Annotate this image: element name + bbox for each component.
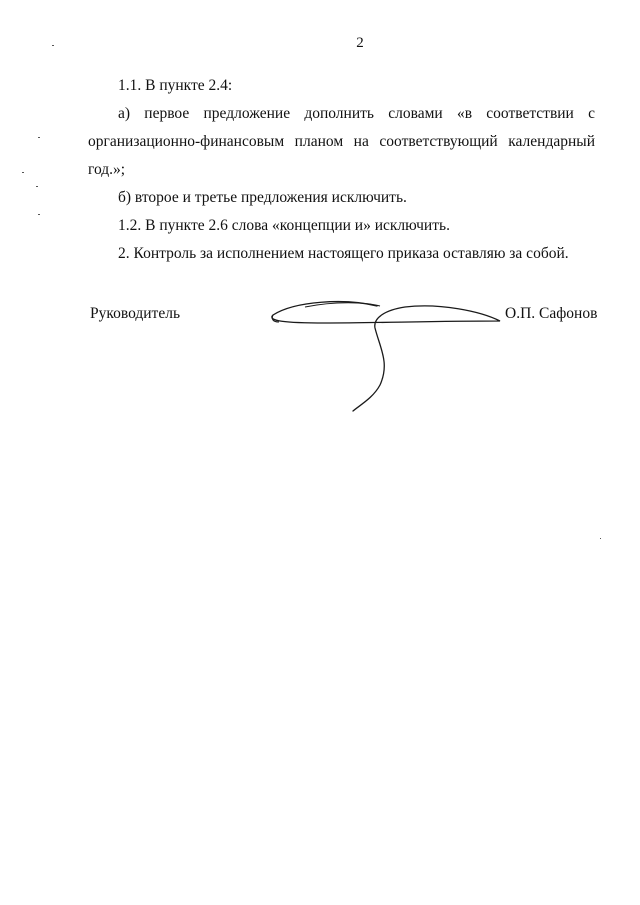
scan-speck — [22, 172, 24, 173]
paragraph-1-2: 1.2. В пункте 2.6 слова «концепции и» исключить. — [118, 217, 450, 234]
scan-speck — [38, 137, 40, 138]
handwritten-signature — [265, 293, 515, 418]
document-body — [88, 72, 595, 268]
scan-speck — [36, 186, 38, 187]
scan-speck — [38, 214, 40, 215]
paragraph-1-1: 1.1. В пункте 2.4: — [118, 77, 233, 94]
scan-speck — [600, 538, 601, 539]
signatory-title: Руководитель — [90, 305, 181, 322]
paragraph-1-1-b: б) второе и третье предложения исключить. — [118, 189, 407, 206]
paragraph-2: 2. Контроль за исполнением настоящего приказа оставляю за собой. — [118, 245, 569, 262]
scan-speck — [52, 45, 54, 46]
signatory-name: О.П. Сафонов — [505, 305, 598, 322]
page-number: 2 — [356, 35, 364, 51]
paragraph-1-1-a: а) первое предложение дополнить словами «в соответствии с организационно-финансовым планом на соответствующий календарный год.»; — [88, 105, 595, 178]
